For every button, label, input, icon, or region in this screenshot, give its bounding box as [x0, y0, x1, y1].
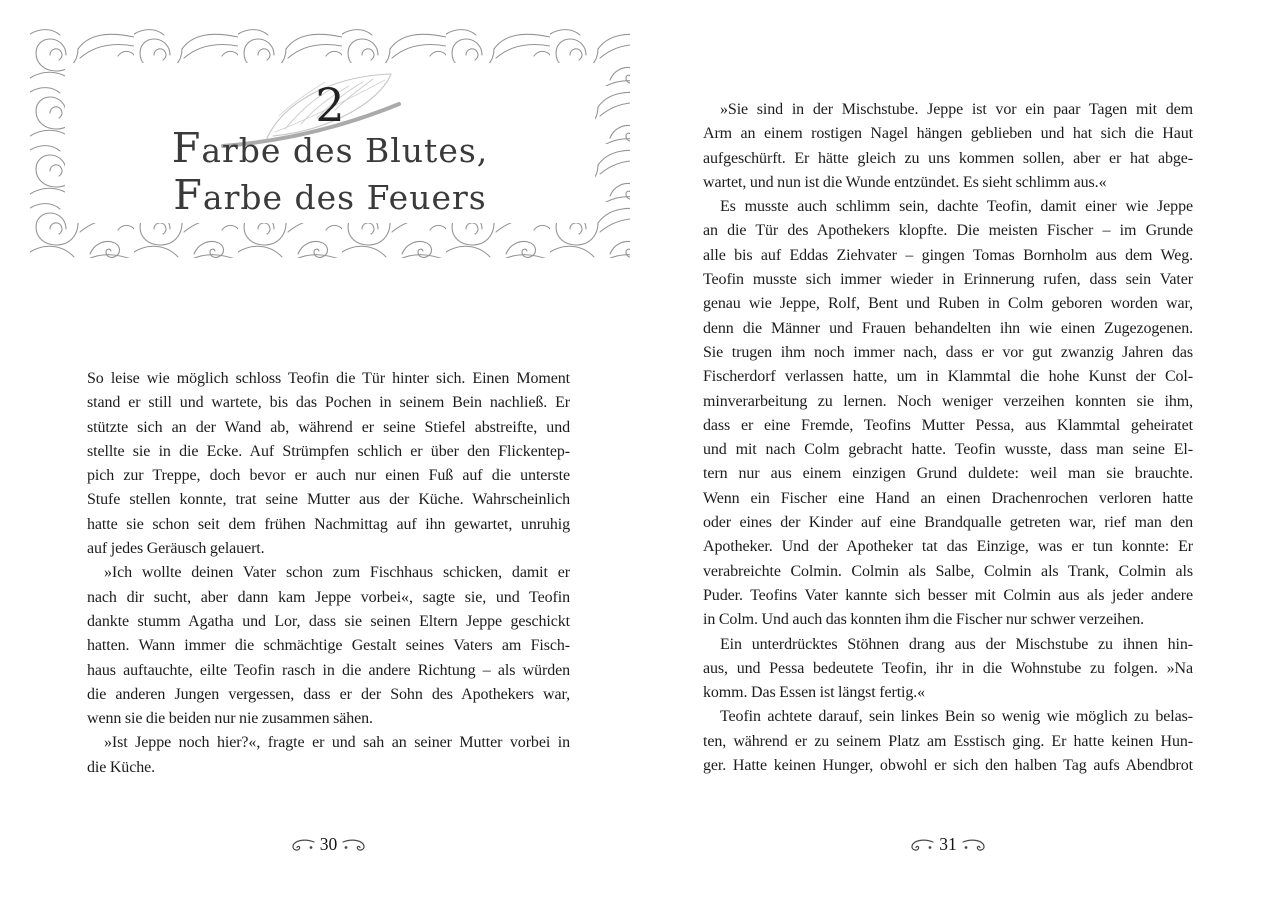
text-line: Es musste auch schlimm sein, dachte Teofin, damit einer wie Jeppe [720, 198, 1193, 216]
text-line: wenn sie die beiden nur nie zusammen sähen. [87, 710, 373, 728]
text-line: »Ist Jeppe noch hier?«, fragte er und sah an seiner Mutter vorbei in [104, 734, 570, 752]
text-line: stützte sich an der Wand ab, während er seine Stiefel abstreifte, und [87, 418, 570, 436]
text-line: genau wie Jeppe, Rolf, Bent und Ruben in Colm geboren worden war, [703, 295, 1193, 313]
text-line: aufgeschürft. Er hätte gleich zu uns kommen sollen, aber er hat abge- [703, 149, 1193, 167]
page-number: 31 [939, 834, 957, 854]
text-line: So leise wie möglich schloss Teofin die Tür hinter sich. Einen Moment [87, 370, 570, 387]
text-line: auf jedes Geräusch gelauert. [87, 540, 265, 558]
text-line: Ein unterdrücktes Stöhnen drang aus der Mischstube zu ihnen hin- [720, 635, 1193, 653]
text-line: Arm an einem rostigen Nagel hängen geblieben und hat sich die Haut [703, 125, 1193, 143]
text-line: die anderen Jungen vergessen, dass er der Sohn des Apothekers war, [87, 685, 570, 703]
text-line: »Ich wollte deinen Vater schon zum Fischhaus schicken, damit er [104, 564, 570, 582]
left-page-text [87, 367, 570, 780]
paragraph [703, 633, 1193, 706]
text-line: minverarbeitung zu lernen. Noch weniger verzeihen konnten sie ihm, [703, 392, 1193, 410]
text-line: Wenn ein Fischer eine Hand an einen Drachenrochen verloren hatte [703, 489, 1193, 507]
flourish-icon-right [962, 838, 986, 852]
text-line: hatte sie schon seit dem frühen Nachmittag auf ihn gewartet, unruhig [87, 515, 570, 533]
paragraph [87, 561, 570, 731]
text-line: an die Tür des Apothekers klopfte. Die meisten Fischer – im Grunde [703, 222, 1193, 240]
text-line: tern nur aus einem einzigen Grund duldete: weil man sie brauchte. [703, 465, 1193, 483]
right-page-folio [703, 834, 1193, 855]
text-line: in Colm. Und auch das konnten ihm die Fischer nur schwer verzeihen. [703, 611, 1145, 629]
flourish-icon-left [910, 838, 934, 852]
text-line: Teofin achtete darauf, sein linkes Bein so wenig wie möglich zu belas- [720, 708, 1193, 726]
text-line: haus auftauchte, eilte Teofin rasch in die andere Richtung – als würden [87, 661, 570, 679]
paragraph [87, 367, 570, 561]
text-line: stand er still und wartete, bis das Pochen in seinem Bein nachließ. Er [87, 394, 570, 412]
text-line: ger. Hatte keinen Hunger, obwohl er sich den halben Tag aufs Abendbrot [703, 757, 1193, 775]
text-line: komm. Das Essen ist längst fertig.« [703, 684, 926, 702]
text-line: verabreichte Colmin. Colmin als Salbe, Colmin als Trank, Colmin als [703, 562, 1193, 580]
chapter-title [30, 126, 630, 220]
paragraph [703, 705, 1193, 778]
paragraph [703, 98, 1193, 195]
text-line: pich zur Treppe, doch bevor er auch nur einen Fuß auf die unterste [87, 467, 570, 485]
text-line: Stufe stellen konnte, trat seine Mutter aus der Küche. Wahrscheinlich [87, 491, 570, 509]
text-line: alle bis auf Eddas Ziehvater – gingen Tomas Bornholm aus dem Weg. [703, 246, 1193, 264]
flourish-icon-right [342, 838, 366, 852]
chapter-number: 2 [315, 78, 345, 132]
text-line: stellte sie in die Ecke. Auf Strümpfen schlich er über den Flickentep- [87, 442, 570, 460]
text-line: Fischerdorf verlassen hatte, um in Klammtal die hohe Kunst der Col- [703, 368, 1193, 386]
text-line: Sie trugen ihm noch immer nach, dass er vor gut zwanzig Jahren das [703, 343, 1193, 361]
text-line: und mit nach Colm gebracht hatte. Teofin wusste, dass man seine El- [703, 441, 1193, 459]
right-page-text [703, 98, 1193, 778]
text-line: Teofin musste sich immer wieder in Erinnerung rufen, dass sein Vater [703, 271, 1193, 289]
text-line: Apotheker. Und der Apotheker tat das Einzige, was er tun konnte: Er [703, 538, 1193, 556]
page-number: 30 [319, 834, 338, 854]
text-line: Puder. Teofins Vater kannte sich besser mit Colmin aus als jeder andere [703, 586, 1193, 604]
text-line: aus, und Pessa bedeutete Teofin, ihr in die Wohnstube zu folgen. »Na [703, 659, 1193, 677]
text-line: hatten. Wann immer die schmächtige Gestalt seines Vaters am Fisch- [87, 637, 570, 655]
text-line: ten, während er zu seinem Platz am Esstisch ging. Er hatte keinen Hun- [703, 732, 1193, 750]
flourish-icon-left [291, 838, 315, 852]
chapter-title-line1: Farbe des Blutes, [171, 124, 489, 172]
text-line: nach dir sucht, aber dann kam Jeppe vorbei«, sagte sie, und Teofin [87, 588, 570, 606]
chapter-title-line2: Farbe des Feuers [173, 171, 487, 219]
text-line: die Küche. [87, 758, 156, 776]
text-line: dass er eine Fremde, Teofins Mutter Pessa, aus Klammtal geheiratet [703, 416, 1193, 434]
text-line: dankte stumm Agatha und Lor, dass sie seinen Eltern Jeppe geschickt [87, 612, 570, 630]
paragraph [703, 195, 1193, 632]
text-line: »Sie sind in der Mischstube. Jeppe ist vor ein paar Tagen mit dem [720, 101, 1193, 118]
left-page-folio [87, 834, 570, 855]
text-line: denn die Männer und Frauen behandelten ihn wie einen Zugezogenen. [703, 319, 1193, 337]
text-line: wartet, und nun ist die Wunde entzündet. Es sieht schlimm aus.« [703, 173, 1107, 191]
paragraph [87, 731, 570, 780]
text-line: oder eines der Kinder auf eine Brandqualle getreten war, rief man den [703, 514, 1193, 532]
